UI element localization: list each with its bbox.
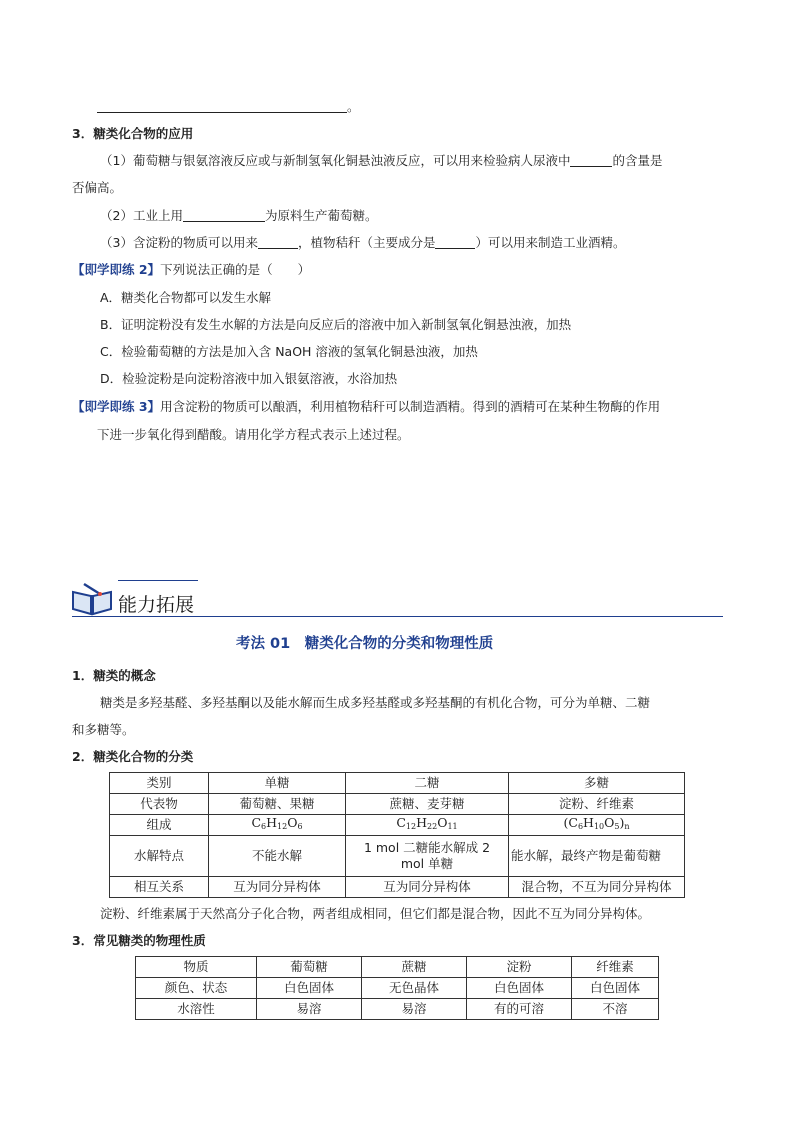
table-cell: 颜色、状态	[136, 978, 257, 999]
table-cell: 不能水解	[209, 836, 346, 877]
table-cell: 蔗糖、麦芽糖	[346, 794, 509, 815]
table-cell: 不溶	[572, 999, 659, 1020]
blank	[97, 99, 347, 113]
table-cell: 白色固体	[572, 978, 659, 999]
kaofa-title: 考法 01 糖类化合物的分类和物理性质	[236, 636, 494, 652]
formula-monosaccharide: $C_6H_{12}O_6$	[209, 815, 346, 836]
section-rule	[72, 616, 723, 617]
answer-line	[97, 97, 360, 115]
table-row	[110, 773, 685, 794]
option-b: B．证明淀粉没有发生水解的方法是向反应后的溶液中加入新制氢氧化铜悬浊液，加热	[100, 317, 572, 332]
book-icon	[70, 582, 114, 616]
section-title: 能力拓展	[118, 594, 195, 616]
option-c: C．检验葡萄糖的方法是加入含 NaOH 溶液的氢氧化铜悬浊液，加热	[100, 344, 478, 359]
table-cell: 无色晶体	[362, 978, 467, 999]
classification-table	[109, 772, 685, 898]
blank	[258, 235, 298, 249]
table-cell: 互为同分异构体	[209, 877, 346, 898]
exercise-tag: 【即学即练 3】	[72, 399, 161, 414]
option-a: A．糖类化合物都可以发生水解	[100, 290, 272, 305]
paragraph-3: （3）含淀粉的物质可以用来 ，植物秸秆（主要成分是 ）可以用来制造工业酒精。	[100, 235, 626, 250]
table-row	[110, 877, 685, 898]
table-header: 二糖	[346, 773, 509, 794]
table-header: 蔗糖	[362, 957, 467, 978]
exercise-3-line-2: 下进一步氧化得到醋酸。请用化学方程式表示上述过程。	[97, 427, 410, 442]
table-cell: 组成	[110, 815, 209, 836]
table-cell: 1 mol 二糖能水解成 2 mol 单糖	[346, 836, 509, 877]
heading-3-physical: 3．常见糖类的物理性质	[72, 933, 206, 948]
exercise-3-line-1: 【即学即练 3】用含淀粉的物质可以酿酒，利用植物秸秆可以制造酒精。得到的酒精可在某种生物酶的作用	[72, 399, 661, 414]
table-cell: 易溶	[257, 999, 362, 1020]
exercise-2-question: 【即学即练 2】下列说法正确的是（ ）	[72, 262, 311, 277]
table-header: 多糖	[509, 773, 685, 794]
blank	[570, 153, 612, 167]
blank	[435, 235, 475, 249]
table-cell: 易溶	[362, 999, 467, 1020]
concept-line-2: 和多糖等。	[72, 722, 135, 737]
period: 。	[347, 99, 360, 114]
table-cell: 白色固体	[257, 978, 362, 999]
table-cell: 混合物，不互为同分异构体	[509, 877, 685, 898]
table-cell: 代表物	[110, 794, 209, 815]
physical-properties-table	[135, 956, 659, 1020]
table-row	[110, 815, 685, 836]
table-row	[136, 978, 659, 999]
table-header: 物质	[136, 957, 257, 978]
table-cell: 有的可溶	[467, 999, 572, 1020]
table-cell: 相互关系	[110, 877, 209, 898]
table-cell: 互为同分异构体	[346, 877, 509, 898]
classification-note: 淀粉、纤维素属于天然高分子化合物，两者组成相同，但它们都是混合物，因此不互为同分异构体。	[100, 906, 651, 921]
paragraph-1-cont: 否偏高。	[72, 180, 123, 195]
table-header: 淀粉	[467, 957, 572, 978]
table-cell: 淀粉、纤维素	[509, 794, 685, 815]
blank	[183, 208, 265, 222]
formula-disaccharide: $C_{12}H_{22}O_{11}$	[346, 815, 509, 836]
table-row	[110, 794, 685, 815]
table-cell: 水溶性	[136, 999, 257, 1020]
table-header: 纤维素	[572, 957, 659, 978]
option-d: D．检验淀粉是向淀粉溶液中加入银氨溶液，水浴加热	[100, 371, 398, 386]
section-top-rule	[118, 580, 198, 581]
exercise-tag: 【即学即练 2】	[72, 262, 161, 277]
table-header: 葡萄糖	[257, 957, 362, 978]
table-cell: 水解特点	[110, 836, 209, 877]
table-row	[110, 836, 685, 877]
concept-line-1: 糖类是多羟基醛、多羟基酮以及能水解而生成多羟基醛或多羟基酮的有机化合物，可分为单糖、二糖	[100, 695, 651, 710]
heading-1-concept: 1．糖类的概念	[72, 668, 156, 683]
heading-3-application: 3．糖类化合物的应用	[72, 126, 194, 141]
formula-polysaccharide: $(C_6H_{10}O_5)_n$	[509, 815, 685, 836]
paragraph-2: （2）工业上用 为原料生产葡萄糖。	[100, 208, 378, 223]
table-row	[136, 957, 659, 978]
table-cell: 白色固体	[467, 978, 572, 999]
heading-2-classification: 2．糖类化合物的分类	[72, 749, 194, 764]
table-cell: 能水解，最终产物是葡萄糖	[509, 836, 685, 877]
paragraph-1: （1）葡萄糖与银氨溶液反应或与新制氢氧化铜悬浊液反应，可以用来检验病人尿液中 的含量是	[100, 153, 663, 168]
table-header: 类别	[110, 773, 209, 794]
table-row	[136, 999, 659, 1020]
table-header: 单糖	[209, 773, 346, 794]
table-cell: 葡萄糖、果糖	[209, 794, 346, 815]
